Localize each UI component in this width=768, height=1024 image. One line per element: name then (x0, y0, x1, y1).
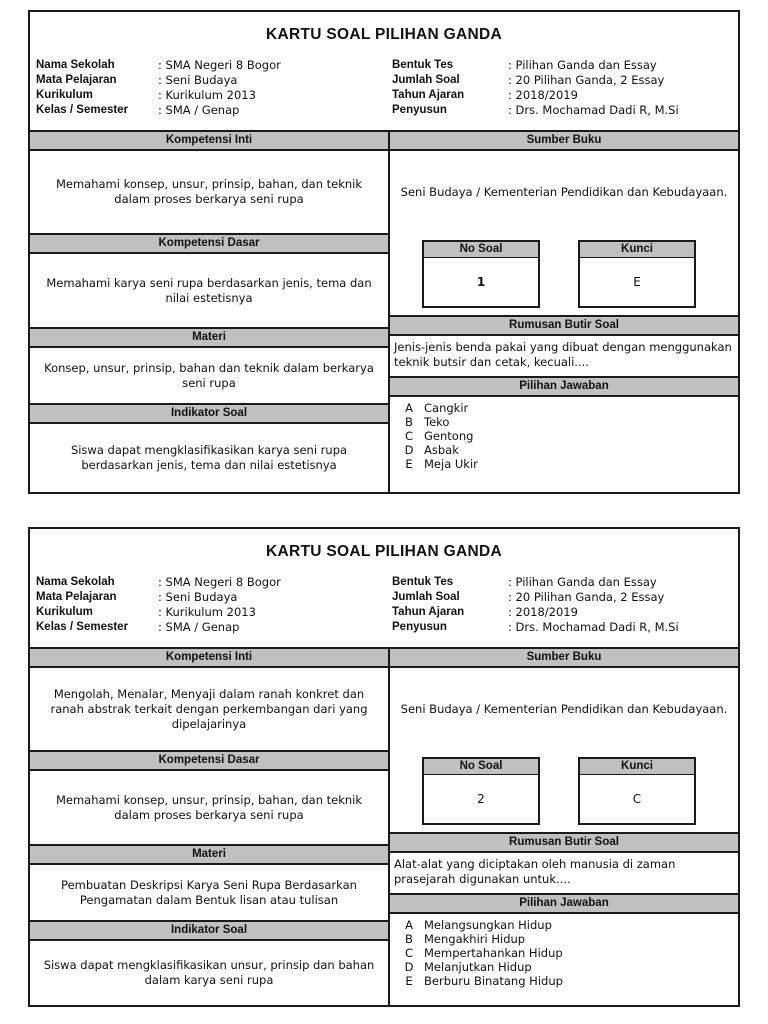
section-body-sumber-buku (390, 668, 738, 750)
metadata-label: Bentuk Tes (392, 576, 454, 588)
option-letter: A (405, 918, 413, 932)
metadata-label: Tahun Ajaran (392, 606, 465, 618)
metadata-row (392, 575, 732, 590)
metadata-value: : 20 Pilihan Ganda, 2 Essay (508, 590, 664, 605)
kompetensi-inti-text: Mengolah, Menalar, Menyaji dalam ranah konkret dan ranah abstrak terkait dengan perkembangan dari yang dipelajarinya (50, 686, 368, 731)
metadata-label: Jumlah Soal (392, 591, 460, 603)
metadata-value: : 20 Pilihan Ganda, 2 Essay (508, 73, 664, 88)
answer-option[interactable] (394, 429, 473, 443)
sumber-buku-text: Seni Budaya / Kementerian Pendidikan dan Kebudayaan. (400, 701, 728, 716)
option-text: Mempertahankan Hidup (424, 946, 563, 960)
metadata-label: Mata Pelajaran (36, 591, 117, 603)
metadata-label: Kelas / Semester (36, 621, 129, 633)
section-body-materi (30, 865, 388, 920)
section-body-kompetensi-inti (30, 668, 388, 750)
section-header-kompetensi-inti: Kompetensi Inti (30, 132, 388, 151)
materi-text: Konsep, unsur, prinsip, bahan dan teknik dalam berkarya seni rupa (44, 360, 374, 390)
metadata-row (36, 620, 392, 635)
no-soal-header: No Soal (424, 242, 538, 258)
card-right-column (390, 132, 738, 492)
metadata-value: : SMA / Genap (158, 620, 239, 635)
card-title: KARTU SOAL PILIHAN GANDA (266, 543, 502, 560)
section-header-indikator-soal: Indikator Soal (30, 920, 388, 941)
answer-option[interactable] (394, 918, 552, 932)
metadata-label: Jumlah Soal (392, 74, 460, 86)
kunci-header: Kunci (580, 759, 694, 775)
card-title: KARTU SOAL PILIHAN GANDA (266, 26, 502, 43)
section-header-materi: Materi (30, 327, 388, 348)
answer-option[interactable] (394, 415, 449, 429)
section-body-sumber-buku (390, 151, 738, 233)
section-header-pilihan-jawaban: Pilihan Jawaban (390, 376, 738, 397)
option-text: Cangkir (424, 401, 469, 415)
card-metadata (30, 569, 738, 647)
metadata-row (392, 73, 732, 88)
card-body-grid (30, 130, 738, 492)
section-body-indikator-soal (30, 941, 388, 1005)
metadata-value: : SMA Negeri 8 Bogor (158, 575, 281, 590)
metadata-label: Penyusun (392, 621, 447, 633)
option-text: Mengakhiri Hidup (424, 932, 526, 946)
section-header-kompetensi-dasar: Kompetensi Dasar (30, 750, 388, 771)
kunci-value: E (633, 275, 641, 289)
metadata-row (36, 605, 392, 620)
section-body-kompetensi-dasar (30, 771, 388, 844)
answer-option[interactable] (394, 960, 532, 974)
metadata-value: : SMA Negeri 8 Bogor (158, 58, 281, 73)
metadata-row (36, 58, 392, 73)
answer-option[interactable] (394, 932, 525, 946)
answer-option[interactable] (394, 974, 563, 988)
metadata-label: Kurikulum (36, 606, 93, 618)
section-header-kompetensi-inti: Kompetensi Inti (30, 649, 388, 668)
metadata-label: Nama Sekolah (36, 59, 115, 71)
option-text: Teko (424, 415, 450, 429)
section-body-indikator-soal (30, 424, 388, 492)
metadata-row (36, 73, 392, 88)
option-letter: E (405, 974, 413, 988)
metadata-value: : Seni Budaya (158, 590, 237, 605)
section-body-pilihan-jawaban (390, 397, 738, 471)
card-metadata (30, 52, 738, 130)
option-text: Gentong (424, 429, 474, 443)
section-header-pilihan-jawaban: Pilihan Jawaban (390, 893, 738, 914)
option-letter: C (404, 946, 414, 960)
option-letter: D (404, 443, 414, 457)
answer-option[interactable] (394, 401, 468, 415)
indikator-soal-text: Siswa dapat mengklasifikasikan unsur, prinsip dan bahan dalam karya seni rupa (43, 958, 375, 987)
metadata-label: Kelas / Semester (36, 104, 129, 116)
option-letter: A (405, 401, 413, 415)
section-body-materi (30, 348, 388, 403)
sumber-buku-text: Seni Budaya / Kementerian Pendidikan dan Kebudayaan. (400, 184, 728, 199)
kunci-box (578, 240, 696, 308)
section-header-sumber-buku: Sumber Buku (390, 132, 738, 151)
metadata-value: : 2018/2019 (508, 88, 578, 103)
card-right-column (390, 649, 738, 1005)
option-letter: B (405, 932, 413, 946)
kunci-box (578, 757, 696, 825)
metadata-value: : Pilihan Ganda dan Essay (508, 58, 657, 73)
metadata-label: Mata Pelajaran (36, 74, 117, 86)
section-body-pilihan-jawaban (390, 914, 738, 988)
metadata-column-left (36, 575, 392, 635)
kunci-header: Kunci (580, 242, 694, 258)
metadata-value: : 2018/2019 (508, 605, 578, 620)
answer-option[interactable] (394, 457, 478, 471)
rumusan-butir-soal-text: Alat-alat yang diciptakan oleh manusia di zaman prasejarah digunakan untuk.... (394, 857, 676, 886)
no-soal-kunci-row (390, 750, 738, 834)
option-letter: D (404, 960, 414, 974)
metadata-row (36, 575, 392, 590)
question-card-1 (28, 10, 740, 494)
card-body-grid (30, 647, 738, 1005)
card-left-column (30, 649, 390, 1005)
metadata-row (36, 103, 392, 118)
section-header-materi: Materi (30, 844, 388, 865)
metadata-value: : Kurikulum 2013 (158, 88, 256, 103)
no-soal-box (422, 757, 540, 825)
answer-option[interactable] (394, 946, 563, 960)
rumusan-butir-soal-text: Jenis-jenis benda pakai yang dibuat dengan menggunakan teknik butsir dan cetak, kecuali.... (394, 340, 732, 369)
metadata-label: Bentuk Tes (392, 59, 454, 71)
answer-option[interactable] (394, 443, 459, 457)
metadata-row (392, 620, 732, 635)
metadata-column-right (392, 58, 732, 118)
metadata-column-left (36, 58, 392, 118)
no-soal-value: 2 (477, 792, 485, 806)
metadata-value: : Seni Budaya (158, 73, 237, 88)
metadata-row (392, 590, 732, 605)
metadata-row (36, 590, 392, 605)
metadata-row (392, 605, 732, 620)
kompetensi-inti-text: Memahami konsep, unsur, prinsip, bahan, dan teknik dalam proses berkarya seni rupa (55, 177, 363, 206)
metadata-value: : Drs. Mochamad Dadi R, M.Si (508, 103, 679, 118)
option-text: Melanjutkan Hidup (424, 960, 532, 974)
metadata-value: : Pilihan Ganda dan Essay (508, 575, 657, 590)
section-body-rumusan-butir-soal (390, 336, 738, 376)
option-text: Asbak (424, 443, 459, 457)
kompetensi-dasar-text: Memahami karya seni rupa berdasarkan jenis, tema dan nilai estetisnya (46, 275, 372, 305)
metadata-value: : Kurikulum 2013 (158, 605, 256, 620)
metadata-label: Penyusun (392, 104, 447, 116)
section-header-kompetensi-dasar: Kompetensi Dasar (30, 233, 388, 254)
no-soal-value: 1 (476, 275, 486, 289)
section-header-sumber-buku: Sumber Buku (390, 649, 738, 668)
section-body-kompetensi-inti (30, 151, 388, 233)
metadata-row (392, 88, 732, 103)
metadata-label: Tahun Ajaran (392, 89, 465, 101)
metadata-value: : SMA / Genap (158, 103, 239, 118)
option-text: Meja Ukir (424, 457, 478, 471)
section-header-rumusan-butir-soal: Rumusan Butir Soal (390, 834, 738, 853)
option-letter: C (404, 429, 414, 443)
section-body-rumusan-butir-soal (390, 853, 738, 893)
materi-text: Pembuatan Deskripsi Karya Seni Rupa Berdasarkan Pengamatan dalam Bentuk lisan atau tulisan (61, 877, 357, 907)
card-left-column (30, 132, 390, 492)
no-soal-kunci-row (390, 233, 738, 317)
option-text: Melangsungkan Hidup (424, 918, 552, 932)
metadata-row (392, 58, 732, 73)
kompetensi-dasar-text: Memahami konsep, unsur, prinsip, bahan, dan teknik dalam proses berkarya seni rupa (55, 792, 363, 822)
metadata-label: Kurikulum (36, 89, 93, 101)
option-letter: E (405, 457, 413, 471)
no-soal-box (422, 240, 540, 308)
metadata-column-right (392, 575, 732, 635)
metadata-value: : Drs. Mochamad Dadi R, M.Si (508, 620, 679, 635)
option-letter: B (405, 415, 413, 429)
question-card-2 (28, 527, 740, 1007)
section-header-indikator-soal: Indikator Soal (30, 403, 388, 424)
metadata-label: Nama Sekolah (36, 576, 115, 588)
metadata-row (392, 103, 732, 118)
metadata-row (36, 88, 392, 103)
no-soal-header: No Soal (424, 759, 538, 775)
section-header-rumusan-butir-soal: Rumusan Butir Soal (390, 317, 738, 336)
option-text: Berburu Binatang Hidup (424, 974, 563, 988)
section-body-kompetensi-dasar (30, 254, 388, 327)
kunci-value: C (632, 792, 642, 806)
indikator-soal-text: Siswa dapat mengklasifikasikan karya seni rupa berdasarkan jenis, tema dan nilai estetisnya (70, 443, 348, 472)
